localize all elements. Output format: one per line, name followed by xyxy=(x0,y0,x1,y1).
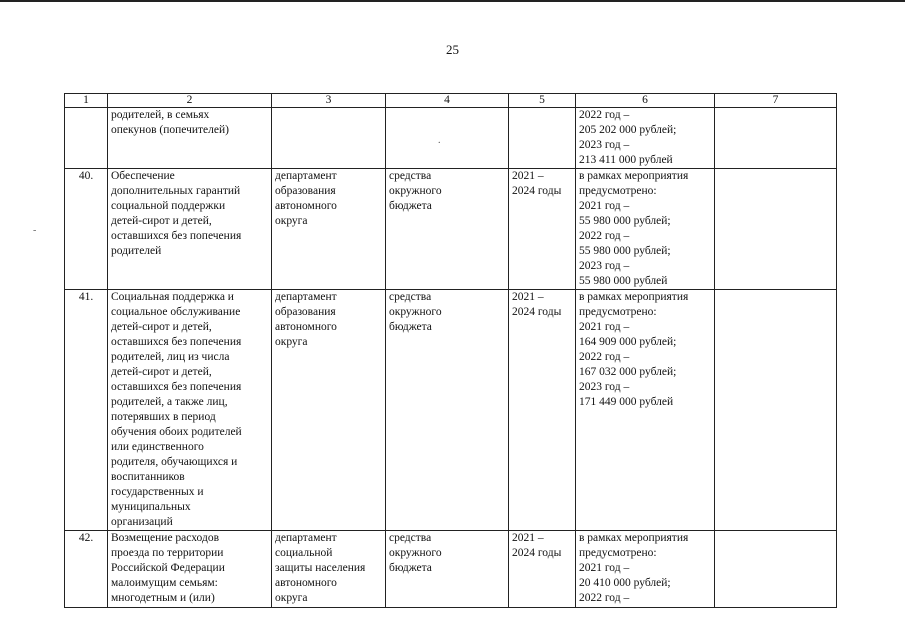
funding-source: средства окружного бюджета xyxy=(386,290,509,531)
column-header-6: 6 xyxy=(576,94,715,108)
measure-name: родителей, в семьях опекунов (попечителей) xyxy=(108,108,272,169)
row-number: 42. xyxy=(65,531,108,608)
note xyxy=(715,290,837,531)
top-border-line xyxy=(0,0,905,2)
column-header-2: 2 xyxy=(108,94,272,108)
margin-mark: - xyxy=(33,225,37,236)
funding-amounts: в рамках мероприятия предусмотрено: 2021 год – 55 980 000 рублей; 2022 год – 55 980 000 рублей; 2023 год – 55 980 000 рублей xyxy=(576,169,715,290)
period xyxy=(509,108,576,169)
measure-name: Социальная поддержка и социальное обслуживание детей-сирот и детей, оставшихся без попечения родителей, лиц из числа детей-сирот и детей, оставшихся без попечения родителей, а также лиц, потерявших в период обучения обоих родителей или единственного родителя, обучающихся и воспитанников государственных и муниципальных организаций xyxy=(108,290,272,531)
header-row xyxy=(65,94,837,108)
measure-name: Возмещение расходов проезда по территории Российской Федерации малоимущим семьям: многодетным и (или) xyxy=(108,531,272,608)
funding-source xyxy=(386,108,509,169)
executor xyxy=(272,108,386,169)
funding-amounts: в рамках мероприятия предусмотрено: 2021 год – 20 410 000 рублей; 2022 год – xyxy=(576,531,715,608)
table-row xyxy=(65,290,837,531)
table-row xyxy=(65,169,837,290)
row-number xyxy=(65,108,108,169)
table-row xyxy=(65,108,837,169)
period: 2021 – 2024 годы xyxy=(509,169,576,290)
funding-amounts: в рамках мероприятия предусмотрено: 2021 год – 164 909 000 рублей; 2022 год – 167 032 000 рублей; 2023 год – 171 449 000 рублей xyxy=(576,290,715,531)
period: 2021 – 2024 годы xyxy=(509,531,576,608)
funding-amounts: 2022 год – 205 202 000 рублей; 2023 год – 213 411 000 рублей xyxy=(576,108,715,169)
note xyxy=(715,169,837,290)
measure-name: Обеспечение дополнительных гарантий социальной поддержки детей-сирот и детей, оставшихся без попечения родителей xyxy=(108,169,272,290)
executor: департамент социальной защиты населения автономного округа xyxy=(272,531,386,608)
row-number: 40. xyxy=(65,169,108,290)
executor: департамент образования автономного округа xyxy=(272,169,386,290)
column-header-1: 1 xyxy=(65,94,108,108)
scan-dot: . xyxy=(438,135,441,146)
funding-source: средства окружного бюджета xyxy=(386,531,509,608)
column-header-4: 4 xyxy=(386,94,509,108)
page-number: 25 xyxy=(446,42,459,57)
note xyxy=(715,531,837,608)
executor: департамент образования автономного округа xyxy=(272,290,386,531)
row-number: 41. xyxy=(65,290,108,531)
column-header-7: 7 xyxy=(715,94,837,108)
table-row xyxy=(65,531,837,608)
note xyxy=(715,108,837,169)
column-header-3: 3 xyxy=(272,94,386,108)
program-table xyxy=(64,93,837,608)
funding-source: средства окружного бюджета xyxy=(386,169,509,290)
column-header-5: 5 xyxy=(509,94,576,108)
period: 2021 – 2024 годы xyxy=(509,290,576,531)
